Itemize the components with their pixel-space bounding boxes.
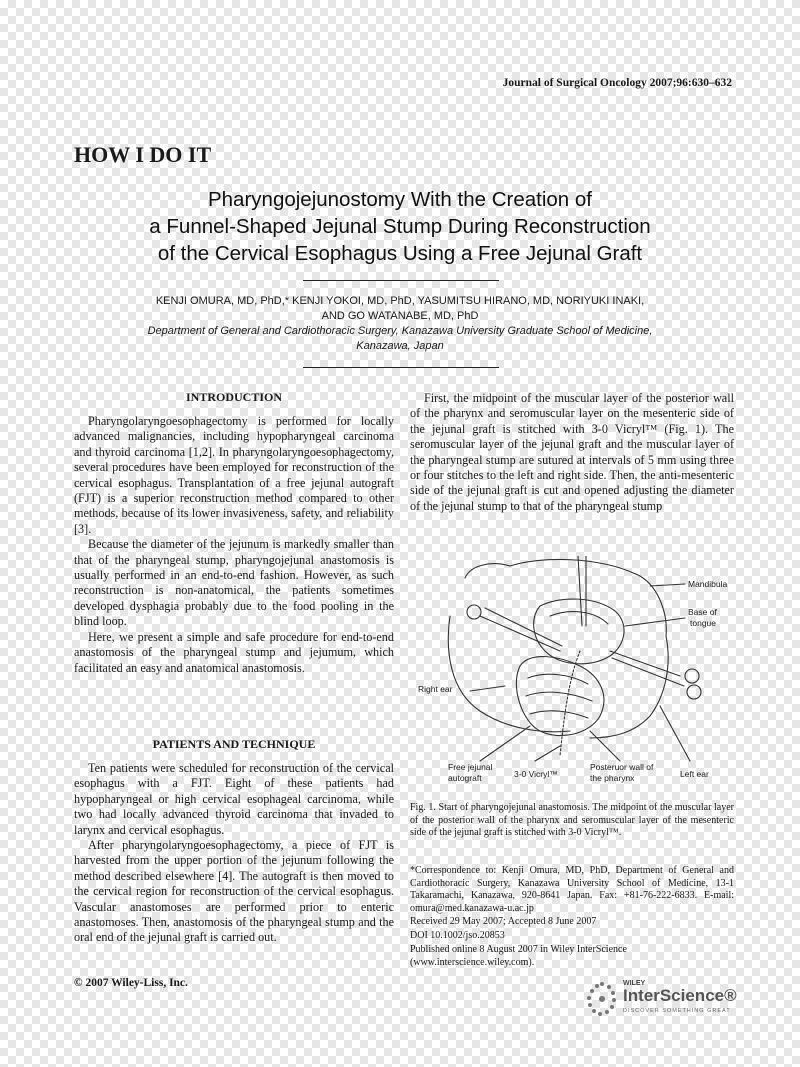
- figure-1: [410, 556, 734, 796]
- authors: [80, 294, 720, 324]
- label-posterior-wall: Posteruor wall of: [590, 762, 654, 772]
- title-line-2: a Funnel-Shaped Jejunal Stump During Reconstruction: [149, 215, 651, 238]
- pharyngeal-stump: [534, 599, 624, 664]
- suture-strand: [560, 651, 580, 756]
- author-rule: [303, 367, 499, 368]
- title-line-1: Pharyngojejunostomy With the Creation of: [207, 188, 592, 211]
- introduction-paragraph: Pharyngolaryngoesophagectomy is performed for locally advanced malignancies, including hypopharyngeal carcinoma and thyroid carcinoma [1,2]. In pharyngolaryngoesophagectomy, several procedures have been employed for reconstruction of the cervical esophagus. Transplantation of a free jejunal autograft (FJT) is a superior reconstruction method compared to other methods, because of its lower invasiveness, safety, and reliability [3].: [74, 414, 394, 536]
- article-title: [60, 186, 740, 267]
- leader-base-of-tongue: [625, 618, 685, 626]
- label-right-ear: Right ear: [418, 684, 453, 694]
- title-line-3: of the Cervical Esophagus Using a Free Jejunal Graft: [157, 242, 643, 265]
- label-mandibula: Mandibula: [688, 579, 728, 589]
- label-autograft: autograft: [448, 773, 482, 783]
- technique-paragraph: First, the midpoint of the muscular layer of the posterior wall of the pharynx and seromuscular layer on the mesenteric side of the jejunal graft is stitched with 3-0 Vicryl™ (Fig. 1). The seromuscular layer of the jejunal graft and the muscular layer of the pharyngeal stump are sutured at intervals of 5 mm using three or four stitches to the left and right side. Then, the anti-mesenteric side of the jejunal graft is cut and opened adjusting the diameter of the jejunal stump to that of the pharyngeal stump: [410, 391, 734, 513]
- journal-reference: Journal of Surgical Oncology 2007;96:630–632: [502, 77, 732, 89]
- leader-mandibula: [650, 584, 685, 586]
- introduction-body: [74, 414, 394, 676]
- leader-free-jejunal: [480, 726, 530, 761]
- affiliation-line-1: Department of General and Cardiothoracic Surgery, Kanazawa University Graduate School of Medicine,: [147, 325, 653, 337]
- affiliation-line-2: Kanazawa, Japan: [356, 340, 444, 352]
- title-rule: [303, 280, 499, 281]
- wiley-interscience-logo: [585, 978, 745, 1022]
- introduction-paragraph: Because the diameter of the jejunum is markedly smaller than that of the pharyngeal stump, pharyngojejunal anastomosis is usually performed in an end-to-end fashion. However, as such reconstruction is non-anatomical, the patients sometimes developed dysphagia probably due to the food pooling in the blind loop.: [74, 537, 394, 629]
- jejunal-fold-3: [530, 711, 588, 718]
- patients-heading: PATIENTS AND TECHNIQUE: [152, 737, 316, 751]
- leader-vicryl: [535, 746, 560, 761]
- jejunal-fold-2: [526, 692, 592, 701]
- logo-dots-icon: [585, 980, 619, 1020]
- copyright: © 2007 Wiley-Liss, Inc.: [74, 977, 188, 989]
- figure-caption: Fig. 1. Start of pharyngojejunal anastomosis. The midpoint of the muscular layer of the posterior wall of the pharynx and seromuscular layer of the mesenteric side of the jejunal graft is stitched with 3-0 Vicryl™.: [410, 802, 734, 839]
- forceps-left-ring: [467, 605, 481, 619]
- jejunal-fold-1: [528, 674, 588, 684]
- label-free-jejunal: Free jejunal: [448, 762, 493, 772]
- affiliation: [80, 324, 720, 354]
- forceps-right-ring-2: [687, 685, 701, 699]
- forceps-right-arm-2: [612, 658, 684, 686]
- patients-paragraph: After pharyngolaryngoesophagectomy, a piece of FJT is harvested from the upper portion of the jejunum following the method described elsewhere [4]. The autograft is then moved to the cervical region for reconstruction of the cervical esophagus. Vascular anastomoses are performed prior to enteric anastomoses. Then, anastomosis of the pharyngeal stump and the oral end of the jejunal graft is carried out.: [74, 838, 394, 945]
- leader-right-ear: [470, 686, 505, 691]
- patients-body: [74, 761, 394, 946]
- jejunal-graft: [516, 657, 604, 736]
- introduction-paragraph: Here, we present a simple and safe procedure for end-to-end anastomosis of the pharyngeal stump and jejumum, which facilitated an easy and anatomical anastomosis.: [74, 629, 394, 675]
- forceps-left-arm-1: [480, 616, 560, 651]
- surgical-illustration: [410, 556, 734, 796]
- authors-line-1: KENJI OMURA, MD, PhD,* KENJI YOKOI, MD, PhD, YASUMITSU HIRANO, MD, NORIYUKI INAKI,: [155, 295, 645, 307]
- forceps-right-arm-1: [610, 651, 680, 676]
- label-vicryl: 3-0 Vicryl™: [514, 769, 558, 779]
- label-left-ear: Left ear: [680, 769, 709, 779]
- label-the-pharynx: the pharynx: [590, 773, 635, 783]
- authors-line-2: AND GO WATANABE, MD, PhD: [321, 310, 479, 322]
- needle-holder-1: [578, 556, 582, 626]
- logo-tagline: DISCOVER SOMETHING GREAT: [623, 1008, 731, 1014]
- forceps-left-arm-2: [485, 608, 562, 646]
- received-date: Received 29 May 2007; Accepted 8 June 2007: [410, 916, 597, 927]
- leader-left-ear: [660, 706, 690, 761]
- tongue-base-fold: [550, 612, 608, 624]
- label-base-of: Base of: [688, 607, 717, 617]
- introduction-heading: INTRODUCTION: [185, 390, 282, 404]
- patients-paragraph: Ten patients were scheduled for reconstruction of the cervical esophagus with a FJT. Eight of these patients had hypopharyngeal or high cervical esophageal carcinoma, while two had locally advanced thyroid carcinoma that invaded to larynx and cervical esophagus.: [74, 761, 394, 837]
- forceps-right-ring-1: [685, 669, 699, 683]
- section-label: HOW I DO IT: [74, 142, 212, 167]
- label-tongue: tongue: [690, 618, 716, 628]
- logo-wiley-text: WILEY: [623, 980, 646, 987]
- right-column-body: [410, 391, 734, 514]
- correspondence: *Correspondence to: Kenji Omura, MD, PhD, Department of General and Cardiothoracic Surgery, Kanazawa University School of Medicine, 13-1 Takaramachi, Kanazawa, 920-8641 Japan. Fax: +81-76-222-6833. E-mail: omura@med.kanazawa-u.ac.jp: [410, 865, 734, 914]
- published-online: Published online 8 August 2007 in Wiley InterScience (www.interscience.wiley.com).: [410, 944, 627, 968]
- doi: DOI 10.1002/jso.20853: [410, 930, 505, 941]
- logo-interscience-text: InterScience®: [623, 986, 737, 1005]
